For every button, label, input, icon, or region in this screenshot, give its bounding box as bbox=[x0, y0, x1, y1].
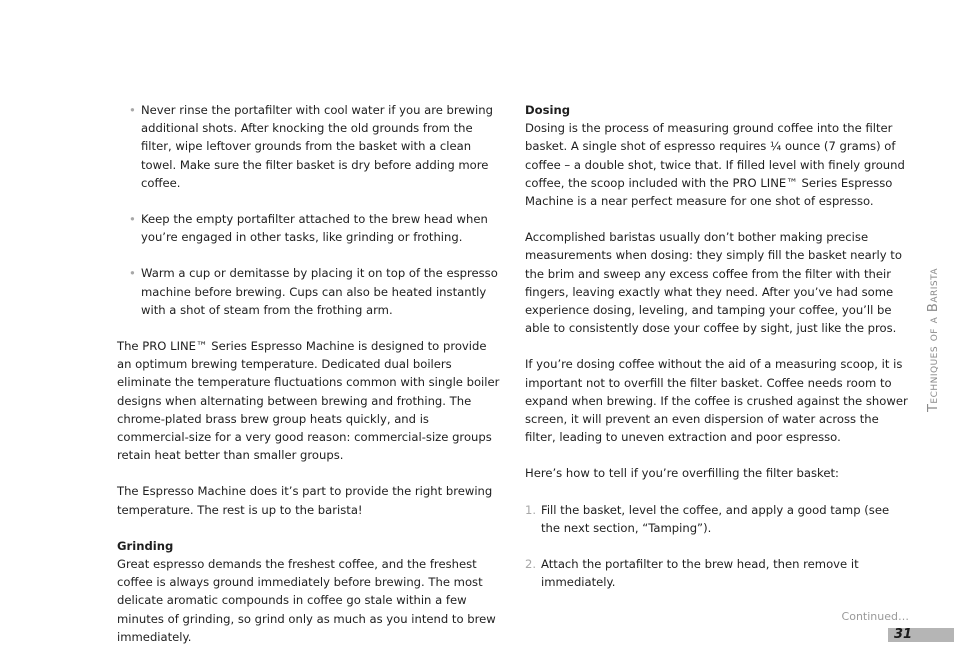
bullet-dot: • bbox=[129, 212, 136, 227]
bullet-dot: • bbox=[129, 103, 136, 117]
bullet-text: Keep the empty portafilter attached to the brew head when you’re engaged in other tasks, like grinding or frothing. bbox=[141, 212, 488, 245]
baristas-paragraph: Accomplished baristas usually don’t bother making precise measurements when dosing: they simply fill the basket nearly to the brim and sweep any excess coffee from the filter with their fingers, leaving exactly what they need. After you’ve had some experience dosing, leveling, and tamping your coffee, you’ll be able to consistently dose your coffee by sight, just like the pros. bbox=[525, 230, 902, 336]
step-text: Fill the basket, level the coffee, and apply a good tamp (see the next section, “Tamping”). bbox=[541, 502, 890, 535]
overfill-paragraph: If you’re dosing coffee without the aid of a measuring scoop, it is important not to overfill the filter basket. Coffee needs room to expand when brewing. If the coffee is crushed against the shower screen, it will prevent an even dispersion of water across the filter, leading to uneven extraction and poor espresso. bbox=[525, 357, 908, 445]
barista-paragraph: The Espresso Machine does it’s part to provide the right brewing temperature. The rest is up to the barista! bbox=[117, 484, 493, 517]
bullet-item bbox=[117, 210, 501, 246]
bullet-text: Never rinse the portafilter with cool water if you are brewing additional shots. After knocking the old grounds from the filter, wipe leftover grounds from the basket with a clean towel. Make sure the filter basket is dry before adding more coffee. bbox=[141, 103, 493, 190]
bullet-text: Warm a cup or demitasse by placing it on top of the espresso machine before brewing. Cups can also be heated instantly with a shot of steam from the frothing arm. bbox=[141, 266, 498, 317]
grinding-heading: Grinding bbox=[117, 538, 174, 553]
step-text: Attach the portafilter to the brew head, then remove it immediately. bbox=[541, 557, 859, 590]
temperature-paragraph: The PRO LINE™ Series Espresso Machine is designed to provide an optimum brewing temperature. Dedicated dual boilers eliminate the temperature fluctuations common with single boiler designs when alternating between brewing and frothing. The chrome-plated brass brew group heats quickly, and is commercial-size for a very good reason: commercial-size groups retain heat better than smaller groups. bbox=[117, 339, 500, 463]
continued-label: Continued… bbox=[841, 610, 909, 623]
step-item bbox=[525, 501, 909, 537]
howto-paragraph: Here’s how to tell if you’re overfilling the filter basket: bbox=[525, 466, 839, 481]
bullet-dot: • bbox=[129, 266, 136, 281]
step-number: 2. bbox=[525, 557, 537, 572]
step-item bbox=[525, 555, 909, 591]
page-number: 31 bbox=[894, 627, 913, 642]
dosing-heading: Dosing bbox=[525, 103, 571, 117]
bullet-item bbox=[117, 264, 501, 319]
page-number-bar bbox=[888, 628, 954, 642]
right-column bbox=[525, 101, 909, 591]
bullet-item bbox=[117, 101, 501, 192]
dosing-paragraph: Dosing is the process of measuring ground coffee into the filter basket. A single shot of espresso requires ¼ ounce (7 grams) of coffee – a double shot, twice that. If filled level with finely ground coffee, the scoop included with the PRO LINE™ Series Espresso Machine is a near perfect measure for one shot of espresso. bbox=[525, 121, 905, 209]
left-column bbox=[117, 101, 501, 646]
step-number: 1. bbox=[525, 502, 537, 517]
section-side-title: Techniques of a Barista bbox=[925, 267, 941, 413]
grinding-paragraph: Great espresso demands the freshest coffee, and the freshest coffee is always ground immediately before brewing. The most delicate aromatic compounds in coffee go stale within a few minutes of grinding, so grind only as much as you intend to brew immediately. bbox=[117, 557, 496, 644]
